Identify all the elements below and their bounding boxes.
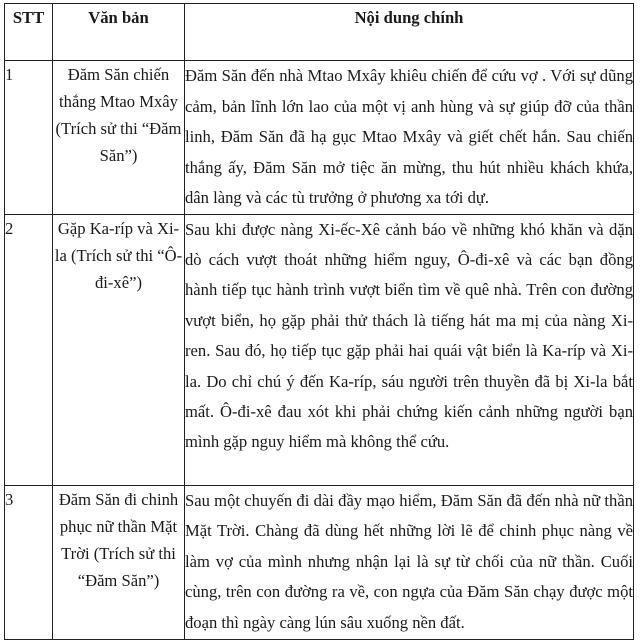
header-row [5, 4, 634, 61]
row-main-content: Sau một chuyến đi dài đầy mạo hiểm, Đăm Săn đã đến nhà nữ thần Mặt Trời. Chàng đã dùng hết những lời lẽ để chinh phục nàng về làm vợ của mình nhưng nhận lại là sự từ chối của nữ thần. Cuối cùng, trên con đường ra về, con ngựa của Đăm Săn chạy được một đoạn thì ngày càng lún sâu xuống nền đất. [185, 485, 634, 639]
row-text-title: Đăm Săn chiến thắng Mtao Mxây (Trích sử thi “Đăm Săn”) [53, 61, 185, 215]
header-van-ban: Văn bản [53, 4, 185, 61]
table-row [5, 214, 634, 485]
row-number: 1 [5, 61, 53, 215]
row-main-content: Đăm Săn đến nhà Mtao Mxây khiêu chiến để cứu vợ . Với sự dũng cảm, bản lĩnh lớn lao của một vị anh hùng và sự giúp đỡ của thần linh, Đăm Săn đã hạ gục Mtao Mxây và giết chết hắn. Sau chiến thắng ấy, Đăm Săn mở tiệc ăn mừng, thu hút nhiều khách khứa, dân làng và các tù trưởng ở phương xa tới dự. [185, 61, 634, 215]
table-row [5, 61, 634, 215]
row-text-title: Đăm Săn đi chinh phục nữ thần Mặt Trời (Trích sử thi “Đăm Săn”) [53, 485, 185, 639]
table-row [5, 485, 634, 639]
row-main-content: Sau khi được nàng Xi-ếc-Xê cảnh báo về những khó khăn và dặn dò cách vượt thoát những hiểm nguy, Ô-đi-xê và các bạn đồng hành tiếp tục hành trình vượt biển tìm về quê nhà. Trên con đường vượt biển, họ gặp phải thử thách là tiếng hát ma mị của nàng Xi-ren. Sau đó, họ tiếp tục gặp phải hai quái vật biển là Ka-ríp và Xi-la. Do chỉ chú ý đến Ka-ríp, sáu người trên thuyền đã bị Xi-la bắt mất. Ô-đi-xê đau xót khi phải chứng kiến cảnh những người bạn mình gặp nguy hiểm mà không thể cứu. [185, 214, 634, 485]
header-noi-dung: Nội dung chính [185, 4, 634, 61]
header-stt: STT [5, 4, 53, 61]
row-number: 2 [5, 214, 53, 485]
summary-table [4, 3, 634, 640]
row-text-title: Gặp Ka-ríp và Xi-la (Trích sử thi “Ô-đi-xê”) [53, 214, 185, 485]
row-number: 3 [5, 485, 53, 639]
